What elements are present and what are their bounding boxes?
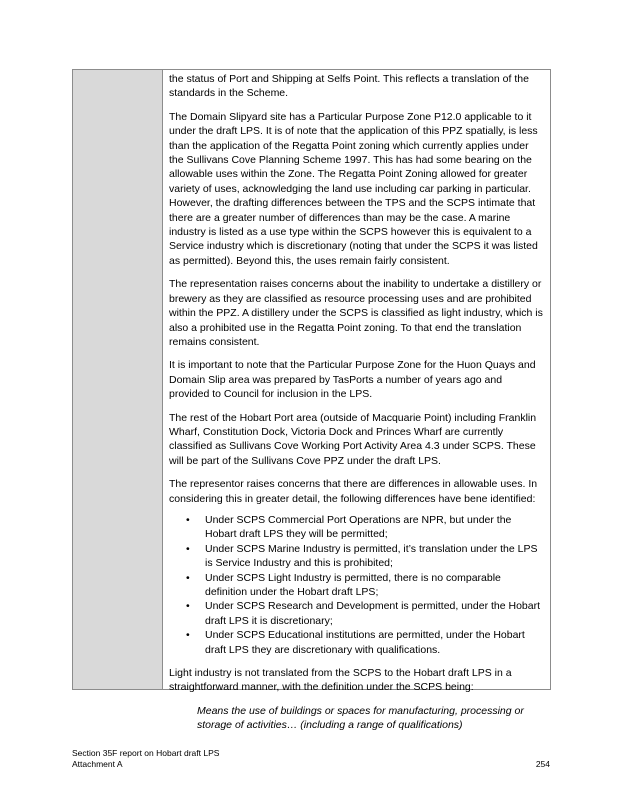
paragraph: The rest of the Hobart Port area (outside of Macquarie Point) including Franklin Wharf, Constitution Dock, Victoria Dock and Princes Wharf are currently classified as Sullivans Cove Working Port Activity Area 4.3 under SCPS. These will be part of the Sullivans Cove PPZ under the draft LPS.	[169, 411, 537, 467]
table-left-column	[73, 70, 163, 689]
page-number: 254	[535, 759, 550, 769]
footer-report-title: Section 35F report on Hobart draft LPS	[72, 748, 220, 758]
list-item: • Under SCPS Marine Industry is permitted, it’s translation under the LPS is Service Industry and this is prohibited;	[205, 542, 544, 571]
definition-quote: Means the use of buildings or spaces for manufacturing, processing or storage of activities… (including a range of qualifications)	[197, 704, 524, 732]
list-item: • Under SCPS Light Industry is permitted, there is no comparable definition under the Hobart draft LPS;	[205, 571, 544, 600]
page-footer	[72, 748, 550, 770]
paragraph: The representation raises concerns about the inability to undertake a distillery or brewery as they are classified as resource processing uses and are prohibited within the PPZ. A distillery under the SCPS is classified as light industry, which is also a prohibited use in the Regatta Point zoning. To that end the translation remains consistent.	[169, 278, 543, 348]
paragraph: The representor raises concerns that there are differences in allowable uses. In considering this in greater detail, the following differences have bene identified:	[169, 478, 538, 505]
list-item: • Under SCPS Research and Development is permitted, under the Hobart draft LPS it is discretionary;	[205, 599, 544, 628]
paragraph: The Domain Slipyard site has a Particular Purpose Zone P12.0 applicable to it under the draft LPS. It is of note that the application of this PPZ spatially, is less than the application of the Regatta Point zoning which currently applies under the Sullivans Cove Planning Scheme 1997. This has had some bearing on the allowable uses within the Zone. The Regatta Point Zoning allowed for greater variety of uses, acknowledging the land use including car parking in particular. However, the drafting differences between the TPS and the SCPS intimate that there are a greater number of differences than may be the case. A marine industry is listed as a use type within the SCPS however this is equivalent to a Service industry which is discretionary (noting that under the SCPS it was listed as permitted). Beyond this, the uses remain fairly consistent.	[169, 110, 538, 267]
differences-list	[169, 513, 544, 657]
paragraph: the status of Port and Shipping at Selfs Point. This reflects a translation of the standards in the Scheme.	[169, 73, 529, 100]
list-item: • Under SCPS Educational institutions are permitted, under the Hobart draft LPS they are discretionary with qualifications.	[205, 628, 544, 657]
footer-attachment: Attachment A	[72, 759, 123, 769]
content-table	[72, 69, 551, 732]
list-item: • Under SCPS Commercial Port Operations are NPR, but under the Hobart draft LPS they will be permitted;	[205, 513, 544, 542]
closing-paragraph: Light industry is not translated from the SCPS to the Hobart draft LPS in a straightforward manner, with the definition under the SCPS being:	[169, 667, 512, 694]
paragraph: It is important to note that the Particular Purpose Zone for the Huon Quays and Domain Slip area was prepared by TasPorts a number of years ago and provided to Council for inclusion in the LPS.	[169, 359, 536, 401]
table-right-column	[163, 70, 550, 732]
